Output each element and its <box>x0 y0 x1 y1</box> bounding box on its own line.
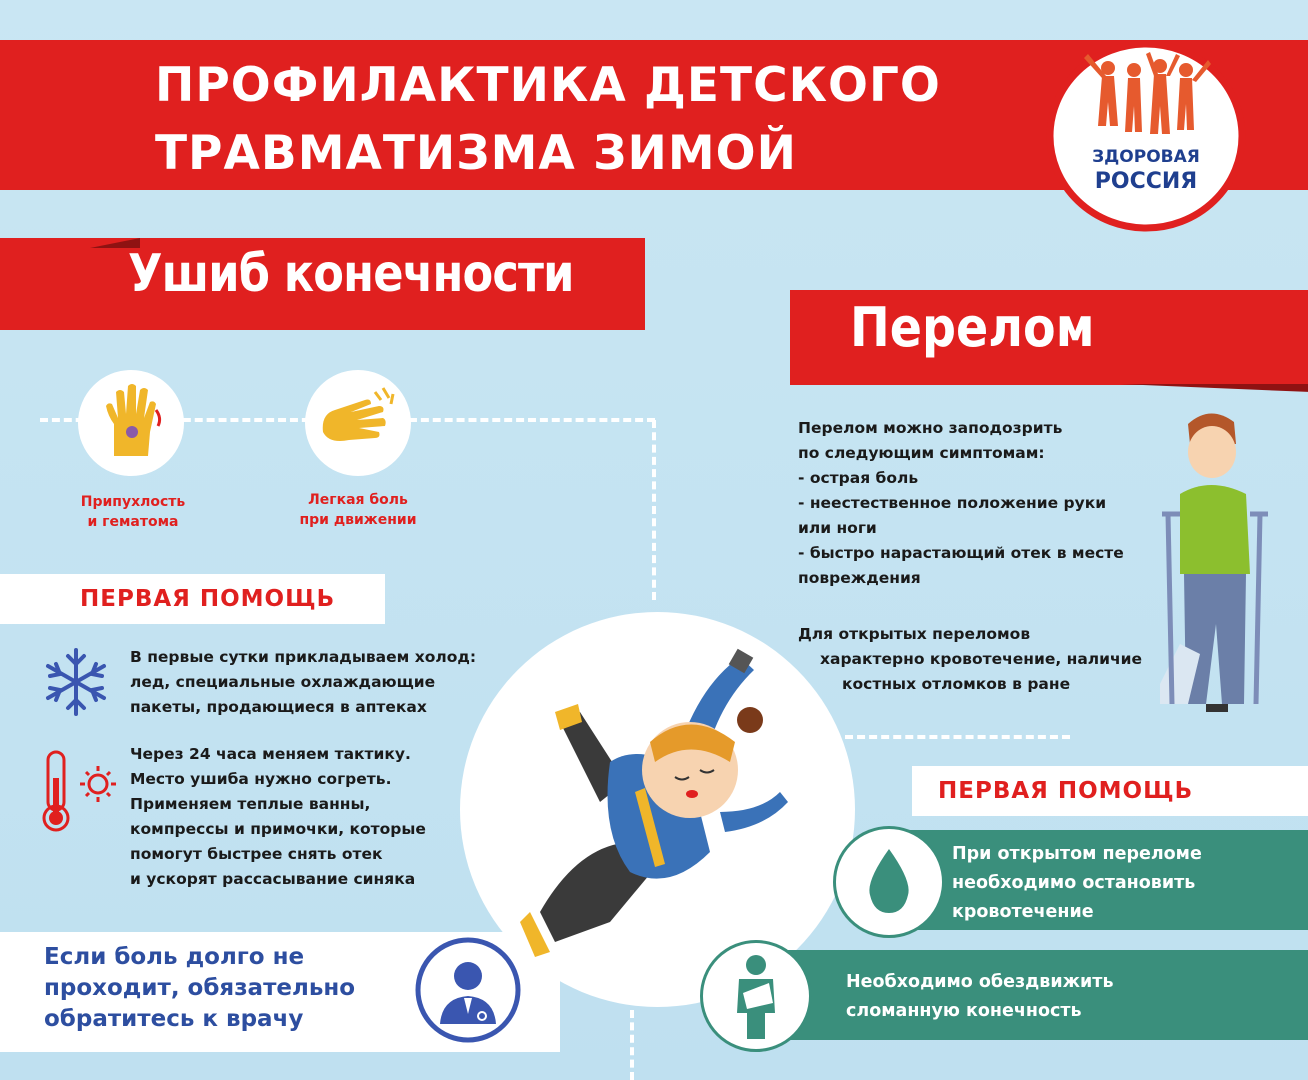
blood-drop-icon <box>836 829 942 935</box>
bruise-heading: Ушиб конечности <box>128 244 574 304</box>
banner-fold-right <box>1120 384 1308 400</box>
title-line-2: ТРАВМАТИЗМА ЗИМОЙ <box>155 126 797 181</box>
logo-text-2: РОССИЯ <box>1094 169 1198 194</box>
painful-hand-circle <box>305 370 411 476</box>
logo-text-1: ЗДОРОВАЯ <box>1092 147 1200 167</box>
text-line: лед, специальные охлаждающие <box>130 673 436 691</box>
text-line: помогут быстрее снять отек <box>130 845 383 863</box>
dashed-connector <box>845 735 1070 739</box>
cold-advice <box>130 645 476 720</box>
text-line: сломанную конечность <box>846 1001 1082 1021</box>
text-line: проходит, обязательно <box>44 975 356 1001</box>
fracture-heading: Перелом <box>850 296 1095 359</box>
text-line: по следующим симптомам: <box>798 444 1045 462</box>
text-line: Необходимо обездвижить <box>846 972 1114 992</box>
zdorovaya-rossiya-logo <box>1036 36 1256 236</box>
text-line: - острая боль <box>798 469 919 487</box>
text-line: Перелом можно заподозрить <box>798 419 1063 437</box>
text-line: повреждения <box>798 569 921 587</box>
text-line: Применяем теплые ванны, <box>130 795 371 813</box>
text-line: пакеты, продающиеся в аптеках <box>130 698 427 716</box>
text-line: В первые сутки прикладываем холод: <box>130 648 477 666</box>
fracture-symptoms <box>798 416 1124 591</box>
symptom-label-swelling <box>58 492 208 532</box>
arm-sling-circle <box>700 940 812 1052</box>
text-line: - неестественное положение руки <box>798 494 1107 512</box>
first-aid-title-left: ПЕРВАЯ ПОМОЩЬ <box>80 586 336 612</box>
swollen-hand-circle <box>78 370 184 476</box>
dashed-connector <box>630 1010 634 1080</box>
symptom-line: Припухлость <box>80 494 186 510</box>
painful-hand-icon <box>305 370 411 476</box>
text-line: или ноги <box>798 519 877 537</box>
boy-on-crutches-illustration <box>1150 404 1280 724</box>
text-line: При открытом переломе <box>952 844 1202 864</box>
bleeding-step-text <box>952 840 1202 927</box>
dashed-connector <box>652 420 656 600</box>
text-line: кровотечение <box>952 902 1094 922</box>
text-line: необходимо остановить <box>952 873 1196 893</box>
arm-sling-icon <box>703 943 809 1049</box>
text-line: - быстро нарастающий отек в месте <box>798 544 1124 562</box>
page-title <box>155 52 1015 188</box>
text-line: Если боль долго не <box>44 944 305 970</box>
symptom-label-pain <box>278 490 438 530</box>
title-line-1: ПРОФИЛАКТИКА ДЕТСКОГО <box>155 58 941 113</box>
text-line: и ускорят рассасывание синяка <box>130 870 416 888</box>
first-aid-title-right: ПЕРВАЯ ПОМОЩЬ <box>938 778 1194 804</box>
text-line: характерно кровотечение, наличие <box>820 650 1143 668</box>
doctor-advice <box>44 942 355 1035</box>
thermometer-sun-icon <box>36 748 118 836</box>
text-line: Для открытых переломов <box>798 625 1031 643</box>
text-line: Через 24 часа меняем тактику. <box>130 745 411 763</box>
text-line: костных отломков в ране <box>842 675 1071 693</box>
immobilize-step-text <box>846 968 1114 1026</box>
symptom-line: при движении <box>299 512 417 528</box>
symptom-line: Легкая боль <box>308 492 408 508</box>
open-fracture-note <box>798 622 1142 697</box>
blood-drop-circle <box>833 826 945 938</box>
swollen-hand-icon <box>78 370 184 476</box>
text-line: обратитесь к врачу <box>44 1006 304 1032</box>
text-line: компрессы и примочки, которые <box>130 820 426 838</box>
symptom-line: и гематома <box>87 514 179 530</box>
warm-advice <box>130 742 426 892</box>
text-line: Место ушиба нужно согреть. <box>130 770 392 788</box>
snowflake-icon <box>40 646 112 718</box>
